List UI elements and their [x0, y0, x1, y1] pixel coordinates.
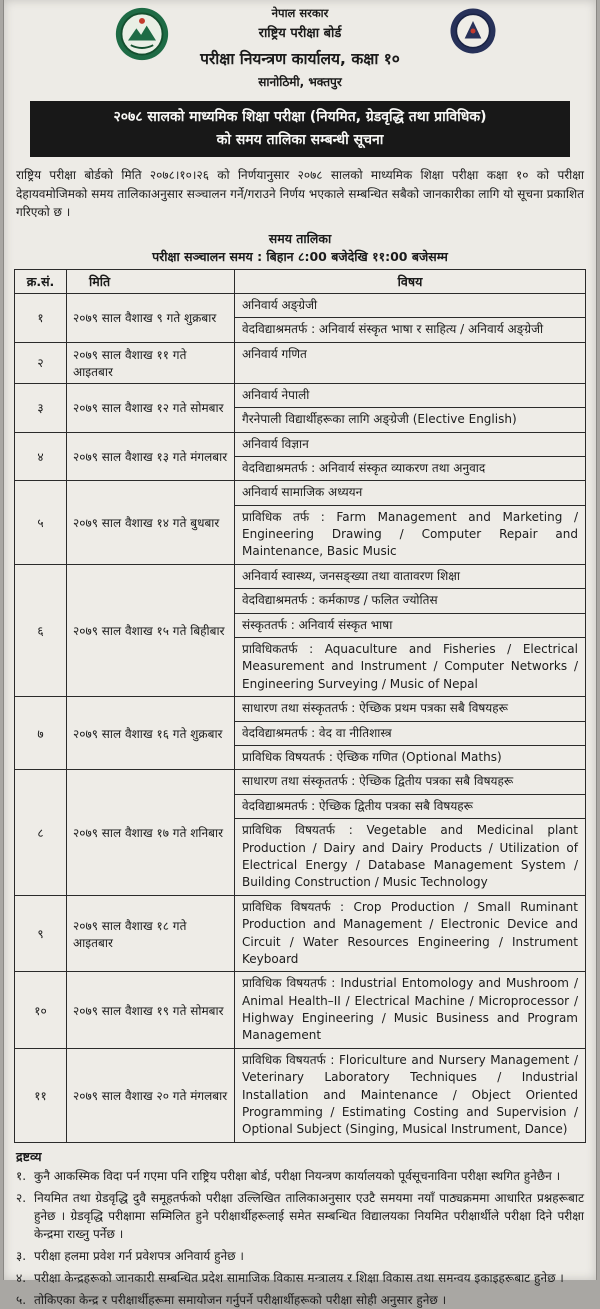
- subject-cell: अनिवार्य गणित: [242, 346, 307, 361]
- row-serial: ३: [15, 383, 67, 432]
- schedule-subtitle: परीक्षा सञ्चालन समय : बिहान ८:00 बजेदेखि ११:00 बजेसम्म: [152, 248, 448, 264]
- row-subjects: [235, 972, 586, 1049]
- note-item: [16, 1189, 584, 1243]
- subject-cell: अनिवार्य अङ्ग्रेजी: [242, 297, 318, 312]
- note-text: परीक्षा हलमा प्रवेश गर्न प्रवेशपत्र अनिवार्य हुनेछ ।: [34, 1248, 244, 1263]
- subject-cell: वेदविद्याश्रमतर्फ : अनिवार्य संस्कृत व्याकरण तथा अनुवाद: [235, 456, 585, 480]
- government-title: नेपाल सरकार: [271, 6, 329, 20]
- table-row: [15, 564, 586, 696]
- note-item: [16, 1269, 584, 1287]
- table-row: [15, 383, 586, 432]
- header-row: [15, 269, 586, 293]
- note-number: ४.: [16, 1270, 27, 1285]
- row-date: २०७९ साल वैशाख १४ गते बुधबार: [67, 481, 235, 565]
- subject-cell: प्राविधिक विषयतर्फ : Floriculture and Nursery Management / Veterinary Laboratory Techniques / Industrial Installation and Maintenance / Object Oriented Programming / Estimating Costing and Supervision / Optional Subject (Singing, Musical Instrument, Dance): [242, 1052, 578, 1137]
- note-number: २.: [16, 1190, 27, 1205]
- schedule-table-head: [15, 269, 586, 293]
- table-row: [15, 972, 586, 1049]
- banner-line-2: को समय तालिका सम्बन्धी सूचना: [216, 132, 384, 149]
- subject-cell: वेदविद्याश्रमतर्फ : कर्मकाण्ड / फलित ज्योतिस: [235, 588, 585, 612]
- row-subjects: [235, 564, 586, 696]
- banner-line-1: २०७८ सालको माध्यमिक शिक्षा परीक्षा (नियमित, ग्रेडवृद्धि तथा प्राविधिक): [113, 109, 487, 125]
- table-row: [15, 770, 586, 895]
- notes-title: द्रष्टव्य: [16, 1148, 42, 1164]
- row-serial: १०: [15, 972, 67, 1049]
- row-serial: १: [15, 293, 67, 342]
- table-row: [15, 1048, 586, 1142]
- row-subjects: [235, 342, 586, 383]
- column-date: मिति: [67, 269, 235, 293]
- subject-cell: गैरनेपाली विद्यार्थीहरूका लागि अङ्ग्रेजी (Elective English): [235, 407, 585, 431]
- notes-section: [14, 1148, 586, 1309]
- row-serial: २: [15, 342, 67, 383]
- row-subjects: [235, 770, 586, 895]
- note-item: [16, 1247, 584, 1265]
- office-emblem-icon: [448, 6, 498, 60]
- note-text: नियमित तथा ग्रेडवृद्धि दुवै समूहतर्फको परीक्षा उल्लिखित तालिकाअनुसार एउटै समयमा नयाँ पाठ्यक्रममा आधारित प्रश्नहरूबाट हुनेछ । ग्रेडवृद्धि परीक्षामा सम्मिलित हुने परीक्षार्थीहरूलाई समेत सम्बन्धित विद्यालयका नियमित परीक्षार्थीले परीक्षा दिने परीक्षा केन्द्रमा राख्नु पर्नेछ ।: [34, 1190, 584, 1241]
- subject-cell: वेदविद्याश्रमतर्फ : वेद वा नीतिशास्त्र: [235, 721, 585, 745]
- note-text: कुनै आकस्मिक विदा पर्न गएमा पनि राष्ट्रिय परीक्षा बोर्ड, परीक्षा नियन्त्रण कार्यालयको पूर्वसूचनाविना परीक्षा स्थगित हुनेछैन ।: [34, 1168, 561, 1183]
- column-serial: क्र.सं.: [15, 269, 67, 293]
- board-seal-icon: [114, 6, 170, 66]
- row-subjects: [235, 895, 586, 972]
- subject-cell: साधारण तथा संस्कृततर्फ : ऐच्छिक द्वितीय पत्रका सबै विषयहरू: [242, 774, 514, 789]
- subject-cell: प्राविधिक विषयतर्फ : Crop Production / Small Ruminant Production and Management / Electronic Device and Circuit / Water Resources Engineering / Instrument Keyboard: [242, 899, 578, 966]
- subject-cell: प्राविधिक तर्फ : Farm Management and Marketing / Engineering Drawing / Computer Repair and Maintenance, Basic Music: [235, 505, 585, 564]
- row-date: २०७९ साल वैशाख ११ गते आइतबार: [67, 342, 235, 383]
- row-serial: ६: [15, 564, 67, 696]
- note-text: परीक्षा केन्द्रहरूको जानकारी सम्बन्धित प्रदेश सामाजिक विकास मन्त्रालय र शिक्षा विकास तथा समन्वय इकाइहरूबाट हुनेछ ।: [34, 1270, 564, 1285]
- table-row: [15, 432, 586, 481]
- row-date: २०७९ साल वैशाख १७ गते शनिबार: [67, 770, 235, 895]
- table-row: [15, 293, 586, 342]
- table-row: [15, 481, 586, 565]
- row-serial: ४: [15, 432, 67, 481]
- row-date: २०७९ साल वैशाख १२ गते सोमबार: [67, 383, 235, 432]
- subject-cell: अनिवार्य सामाजिक अध्ययन: [242, 485, 363, 500]
- table-row: [15, 895, 586, 972]
- row-subjects: [235, 1048, 586, 1142]
- table-row: [15, 697, 586, 770]
- row-date: २०७९ साल वैशाख १९ गते सोमबार: [67, 972, 235, 1049]
- row-date: २०७९ साल वैशाख २० गते मंगलबार: [67, 1048, 235, 1142]
- board-title: राष्ट्रिय परीक्षा बोर्ड: [258, 26, 342, 41]
- row-serial: ११: [15, 1048, 67, 1142]
- subject-cell: अनिवार्य स्वास्थ्य, जनसङ्ख्या तथा वातावरण शिक्षा: [242, 568, 461, 583]
- row-serial: ८: [15, 770, 67, 895]
- schedule-table-body: [15, 293, 586, 1142]
- subject-cell: प्राविधिक विषयतर्फ : Vegetable and Medicinal plant Production / Dairy and Dairy Products / Utilization of Electrical Energy / Database Management System / Building Construction / Music Technology: [235, 818, 585, 895]
- office-title: परीक्षा नियन्त्रण कार्यालय, कक्षा १०: [200, 50, 400, 68]
- row-subjects: [235, 383, 586, 432]
- subject-cell: अनिवार्य विज्ञान: [242, 436, 309, 451]
- note-number: १.: [16, 1168, 27, 1183]
- subject-cell: संस्कृततर्फ : अनिवार्य संस्कृत भाषा: [235, 613, 585, 637]
- row-serial: ७: [15, 697, 67, 770]
- note-item: [16, 1291, 584, 1309]
- note-number: ५.: [16, 1292, 27, 1307]
- subject-cell: वेदविद्याश्रमतर्फ : ऐच्छिक द्वितीय पत्रका सबै विषयहरू: [235, 794, 585, 818]
- office-location: सानोठिमी, भक्तपुर: [258, 75, 342, 89]
- subject-cell: प्राविधिक विषयतर्फ : Industrial Entomology and Mushroom / Animal Health–II / Electrical Machine / Microprocessor / Highway Engineering / Music Business and Program Management: [242, 976, 578, 1043]
- row-serial: ५: [15, 481, 67, 565]
- subject-cell: साधारण तथा संस्कृततर्फ : ऐच्छिक प्रथम पत्रका सबै विषयहरू: [242, 701, 508, 716]
- subject-cell: प्राविधिकतर्फ : Aquaculture and Fisheries / Electrical Measurement and Instrument / Computer Networks / Engineering Surveying / Music of Nepal: [235, 637, 585, 696]
- row-subjects: [235, 432, 586, 481]
- document-page: [3, 0, 597, 1307]
- note-number: ३.: [16, 1248, 27, 1263]
- schedule-table: [14, 269, 586, 1143]
- subject-cell: अनिवार्य नेपाली: [242, 387, 310, 402]
- row-date: २०७९ साल वैशाख १५ गते बिहीबार: [67, 564, 235, 696]
- row-date: २०७९ साल वैशाख ९ गते शुक्रबार: [67, 293, 235, 342]
- row-serial: ९: [15, 895, 67, 972]
- row-date: २०७९ साल वैशाख १३ गते मंगलबार: [67, 432, 235, 481]
- note-text: तोकिएका केन्द्र र परीक्षार्थीहरूमा समायोजन गर्नुपर्ने परीक्षार्थीहरूको परीक्षा सोही अनुसार हुनेछ ।: [34, 1292, 447, 1307]
- subject-cell: प्राविधिक विषयतर्फ : ऐच्छिक गणित (Optional Maths): [235, 745, 585, 769]
- row-date: २०७९ साल वैशाख १६ गते शुक्रबार: [67, 697, 235, 770]
- notice-title-banner: [30, 101, 570, 157]
- notes-list: [16, 1167, 584, 1309]
- column-subject: विषय: [235, 269, 586, 293]
- row-date: २०७९ साल वैशाख १८ गते आइतबार: [67, 895, 235, 972]
- intro-paragraph: राष्ट्रिय परीक्षा बोर्डको मिति २०७८।१०।२६ को निर्णयानुसार २०७८ सालको माध्यमिक शिक्षा परीक्षा कक्षा १० को परीक्षा देहायवमोजिमको समय तालिकाअनुसार सञ्चालन गर्ने/गराउने निर्णय भएकाले सम्बन्धित सबैको जानकारीका लागि यो सूचना प्रकाशित गरिएको छ ।: [16, 168, 584, 220]
- note-item: [16, 1167, 584, 1185]
- subject-cell: वेदविद्याश्रमतर्फ : अनिवार्य संस्कृत भाषा र साहित्य / अनिवार्य अङ्ग्रेजी: [235, 317, 585, 341]
- schedule-title: समय तालिका: [268, 230, 332, 246]
- row-subjects: [235, 697, 586, 770]
- document-header: [14, 4, 586, 96]
- row-subjects: [235, 293, 586, 342]
- row-subjects: [235, 481, 586, 565]
- table-row: [15, 342, 586, 383]
